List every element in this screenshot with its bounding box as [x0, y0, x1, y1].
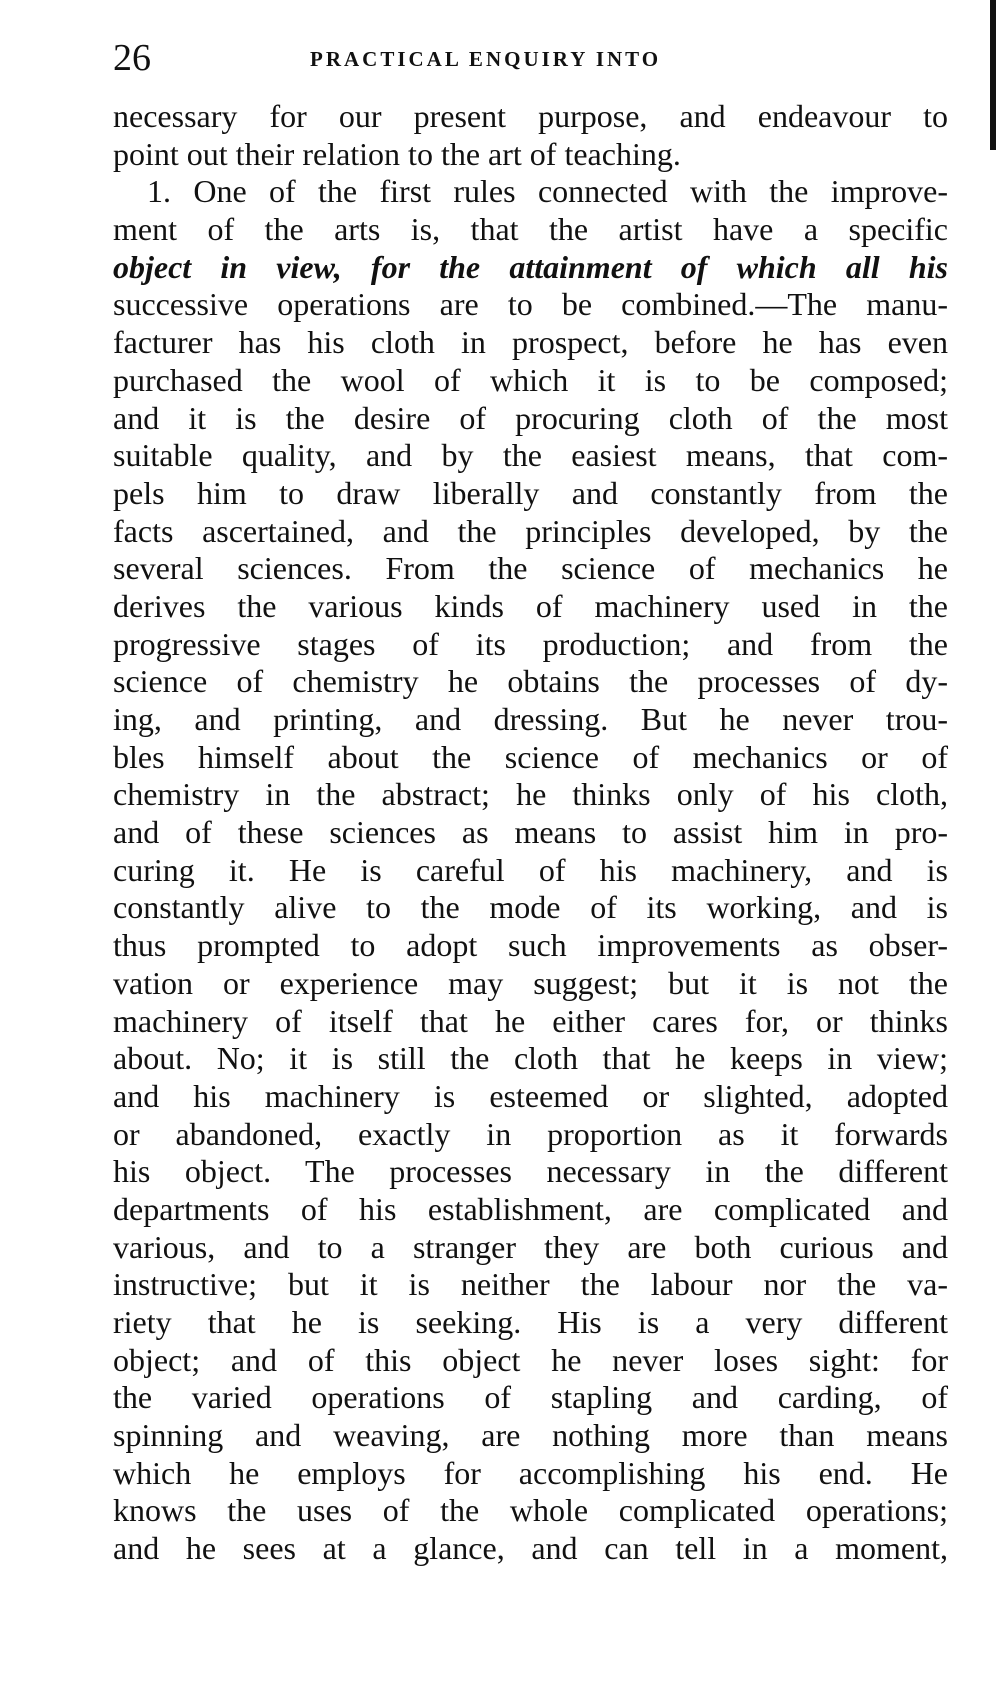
text-line: point out their relation to the art of teaching.: [113, 135, 681, 172]
text-line: pels him to draw liberally and constantly from the: [113, 474, 948, 511]
text-line: or abandoned, exactly in proportion as it forwards: [113, 1115, 948, 1152]
page-number: 26: [113, 37, 151, 79]
text-line: bles himself about the science of mechanics or of: [113, 738, 948, 775]
text-line: object in view, for the attainment of which all his: [113, 248, 948, 285]
text-line: machinery of itself that he either cares for, or thinks: [113, 1002, 948, 1039]
text-line: riety that he is seeking. His is a very different: [113, 1304, 948, 1340]
text-line: his object. The processes necessary in the different: [113, 1153, 948, 1190]
text-line: departments of his establishment, are complicated and: [113, 1190, 948, 1227]
running-head: PRACTICAL ENQUIRY INTO: [310, 47, 662, 71]
text-line: facts ascertained, and the principles developed, by the: [113, 512, 948, 549]
text-line: spinning and weaving, are nothing more than means: [113, 1417, 948, 1454]
text-line: the varied operations of stapling and carding, of: [113, 1379, 948, 1416]
page-edge-rule: [990, 0, 996, 150]
text-line: facturer has his cloth in prospect, before he has even: [113, 324, 948, 361]
page-header: [113, 36, 913, 80]
text-line: suitable quality, and by the easiest means, that com-: [113, 437, 948, 474]
text-line: 1. One of the first rules connected with the improve-: [147, 173, 948, 210]
text-line: ing, and printing, and dressing. But he never trou-: [113, 701, 948, 737]
text-line: instructive; but it is neither the labour nor the va-: [113, 1266, 948, 1303]
text-line: knows the uses of the whole complicated operations;: [113, 1492, 948, 1529]
text-line: ment of the arts is, that the artist have a specific: [113, 211, 948, 248]
text-line: vation or experience may suggest; but it is not the: [113, 964, 948, 1001]
text-line: and he sees at a glance, and can tell in a moment,: [113, 1530, 948, 1567]
body-text: [113, 98, 948, 1568]
text-line: and of these sciences as means to assist him in pro-: [113, 814, 948, 851]
text-line: which he employs for accomplishing his end. He: [113, 1454, 948, 1491]
text-line: chemistry in the abstract; he thinks only of his cloth,: [113, 776, 948, 813]
text-line: thus prompted to adopt such improvements as obser-: [113, 927, 948, 964]
text-line: object; and of this object he never loses sight: for: [113, 1341, 948, 1378]
text-line: purchased the wool of which it is to be composed;: [113, 361, 948, 398]
text-line: and his machinery is esteemed or slighted, adopted: [113, 1077, 948, 1114]
text-line: constantly alive to the mode of its working, and is: [113, 889, 948, 926]
text-line: curing it. He is careful of his machinery, and is: [113, 851, 948, 888]
text-line: successive operations are to be combined.—The manu-: [113, 286, 948, 323]
text-line: derives the various kinds of machinery used in the: [113, 587, 948, 624]
text-line: science of chemistry he obtains the processes of dy-: [113, 663, 948, 700]
text-line: and it is the desire of procuring cloth of the most: [113, 399, 948, 436]
text-line: necessary for our present purpose, and endeavour to: [113, 98, 948, 134]
text-line: various, and to a stranger they are both curious and: [113, 1228, 948, 1265]
text-line: progressive stages of its production; and from the: [113, 625, 948, 662]
text-line: several sciences. From the science of mechanics he: [113, 550, 948, 587]
text-line: about. No; it is still the cloth that he keeps in view;: [113, 1040, 948, 1077]
